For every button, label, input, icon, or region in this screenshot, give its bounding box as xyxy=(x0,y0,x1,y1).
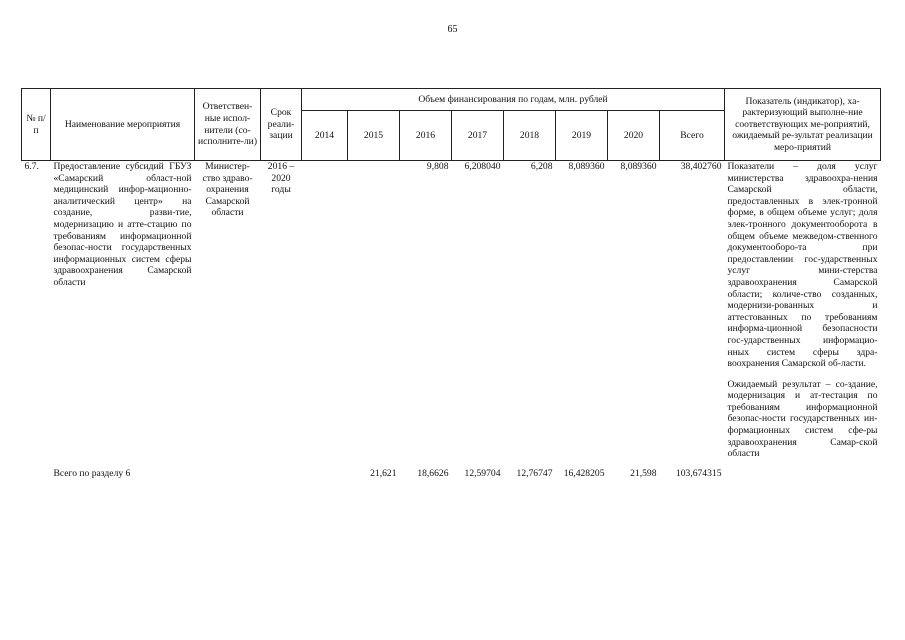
header-funding: Объем финансирования по годам, млн. рублей xyxy=(302,89,725,111)
header-indicator: Показатель (индикатор), ха-рактеризующий выполне-ние соответствующих ме-роприятий, ожидаемый ре-зультат реализации меро-приятий xyxy=(725,89,881,161)
header-name: Наименование мероприятия xyxy=(51,89,195,161)
row-term: 2016 – 2020 годы xyxy=(267,161,295,196)
row-indicator-cell xyxy=(725,161,881,460)
total-row xyxy=(22,468,881,480)
row-value-2018: 6,208 xyxy=(530,161,553,172)
row-name: Предоставление субсидий ГБУЗ «Самарский област-ной медицинский инфор-мационно-аналитический центр» на создание, разви-тие, модернизацию и атте-стацию по требованиям информационной безопас-ности государственных информационных систем сферы здравоохранения Самарской области xyxy=(53,161,192,288)
row-indicator: Показатели – доля услуг министерства здравоохра-нения Самарской области, предоставленных в элек-тронной форме, в общем объеме услуг; доля элек-тронного документооборота в общем объеме межведом-ственного документооборо-та при предоставлении гос-ударственных услуг мини-стерства здравоохранения Самарской области; количе-ство созданных, модернизи-рованных и аттестованных по требованиям информа-ционной безопасности гос-ударственных информацио-нных систем сферы здра-воохранения Самарской об-ласти. xyxy=(727,161,878,370)
row-executor: Министер-ство здраво-охранения Самарской области xyxy=(202,161,253,219)
header-num: № п/п xyxy=(22,89,51,161)
row-value-2020: 8,089360 xyxy=(620,161,657,172)
total-value-2018: 12,76747 xyxy=(516,467,553,479)
total-value-2016: 18,6626 xyxy=(417,467,449,479)
header-term: Срок реали-зации xyxy=(261,89,302,161)
total-label: Всего по разделу 6 xyxy=(53,467,131,479)
header-executor: Ответствен-ные испол-нители (со-исполните-ли) xyxy=(195,89,261,161)
row-num: 6.7. xyxy=(24,161,39,172)
header-year: 2016 xyxy=(400,111,452,161)
header-year: 2015 xyxy=(348,111,400,161)
header-year: 2014 xyxy=(302,111,348,161)
total-value-2014 xyxy=(302,468,348,480)
total-value-2017: 12,59704 xyxy=(464,467,501,479)
header-year: 2020 xyxy=(608,111,660,161)
header-year: 2017 xyxy=(452,111,504,161)
row-value-total: 38,402760 xyxy=(680,161,722,172)
row-expected-result: Ожидаемый результат – со-здание, модернизация и ат-тестация по требованиям информационной безопас-ности государственных ин-формационных систем сфе-ры здравоохранения Самар-ской области xyxy=(727,378,878,460)
row-value-2017: 6,208040 xyxy=(464,161,501,172)
funding-table xyxy=(21,88,881,479)
total-value-total: 103,674315 xyxy=(675,467,722,479)
row-value-2019: 8,089360 xyxy=(568,161,605,172)
row-value-2016: 9,808 xyxy=(426,161,449,172)
total-value-2015: 21,621 xyxy=(370,467,397,479)
total-value-2020: 21,598 xyxy=(630,467,657,479)
row-value-2014 xyxy=(302,161,348,460)
header-year-total: Всего xyxy=(660,111,725,161)
header-year: 2019 xyxy=(556,111,608,161)
page-number: 65 xyxy=(447,24,458,35)
row-value-2015 xyxy=(348,161,400,460)
header-year: 2018 xyxy=(504,111,556,161)
total-value-2019: 16,428205 xyxy=(563,467,605,479)
table-row xyxy=(22,161,881,460)
